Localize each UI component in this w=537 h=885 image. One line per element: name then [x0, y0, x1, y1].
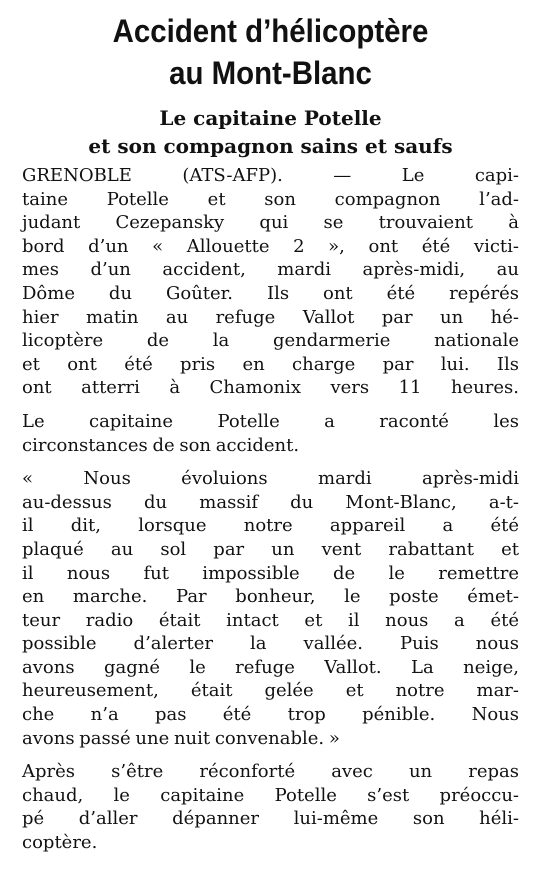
paragraph-line: ont atterri à Chamonix vers 11 heures. — [22, 377, 519, 399]
paragraph-line: circonstances de son accident. — [22, 434, 300, 456]
paragraph-line: coptère. — [22, 832, 98, 854]
paragraph-account-intro — [22, 410, 519, 457]
paragraph-line: bord d’un « Allouette 2 », ont été victi- — [22, 235, 519, 257]
paragraph-line: « Nous évoluions mardi après-midi — [22, 468, 519, 490]
paragraph-line: Dôme du Goûter. Ils ont été repérés — [22, 282, 519, 304]
paragraph-line: GRENOBLE (ATS-AFP). — Le capi- — [22, 165, 519, 186]
paragraph-line: possible d’alerter la vallée. Puis nous — [22, 633, 519, 655]
paragraph-conclusion — [22, 760, 519, 854]
paragraph-line: il nous fut impossible de le remettre — [22, 562, 519, 584]
paragraph-dateline — [22, 164, 519, 400]
paragraph-line: Le capitaine Potelle a raconté les — [22, 410, 519, 432]
paragraph-gap — [22, 750, 519, 760]
paragraph-line: et ont été pris en charge par lui. Ils — [22, 353, 519, 375]
paragraph-line: Après s’être réconforté avec un repas — [22, 761, 519, 783]
paragraph-quote — [22, 467, 519, 750]
paragraph-line: il dit, lorsque notre appareil a été — [22, 515, 519, 537]
headline-line: au Mont-Blanc — [169, 55, 372, 91]
paragraph-line: avons gagné le refuge Vallot. La neige, — [22, 656, 519, 678]
paragraph-line: teur radio était intact et il nous a été — [22, 609, 519, 631]
paragraph-line: pé d’aller dépanner lui-même son héli- — [22, 808, 519, 830]
paragraph-gap — [22, 400, 519, 410]
paragraph-line: chaud, le capitaine Potelle s’est préoccu- — [22, 784, 519, 806]
subheadline-line: et son compagnon sains et saufs — [88, 134, 453, 158]
paragraph-line: avons passé une nuit convenable. » — [22, 727, 340, 749]
paragraph-line: hier matin au refuge Vallot par un hé- — [22, 306, 519, 328]
paragraph-line: licoptère de la gendarmerie nationale — [22, 330, 519, 352]
paragraph-line: mes d’un accident, mardi après-midi, au — [22, 259, 519, 281]
paragraph-line: heureusement, était gelée et notre mar- — [22, 680, 519, 702]
paragraph-line: plaqué au sol par un vent rabattant et — [22, 538, 519, 560]
subheadline-line: Le capitaine Potelle — [159, 106, 382, 130]
subheadline — [22, 104, 519, 160]
paragraph-line: en marche. Par bonheur, le poste émet- — [22, 586, 519, 608]
paragraph-line: au-dessus du massif du Mont-Blanc, a-t- — [22, 491, 519, 513]
paragraph-line: judant Cezepansky qui se trouvaient à — [22, 212, 519, 234]
headline-line: Accident d’hélicoptère — [112, 13, 429, 49]
paragraph-line: taine Potelle et son compagnon l’ad- — [22, 188, 519, 210]
headline — [42, 10, 499, 94]
paragraph-line: che n’a pas été trop pénible. Nous — [22, 704, 519, 726]
paragraph-gap — [22, 457, 519, 467]
